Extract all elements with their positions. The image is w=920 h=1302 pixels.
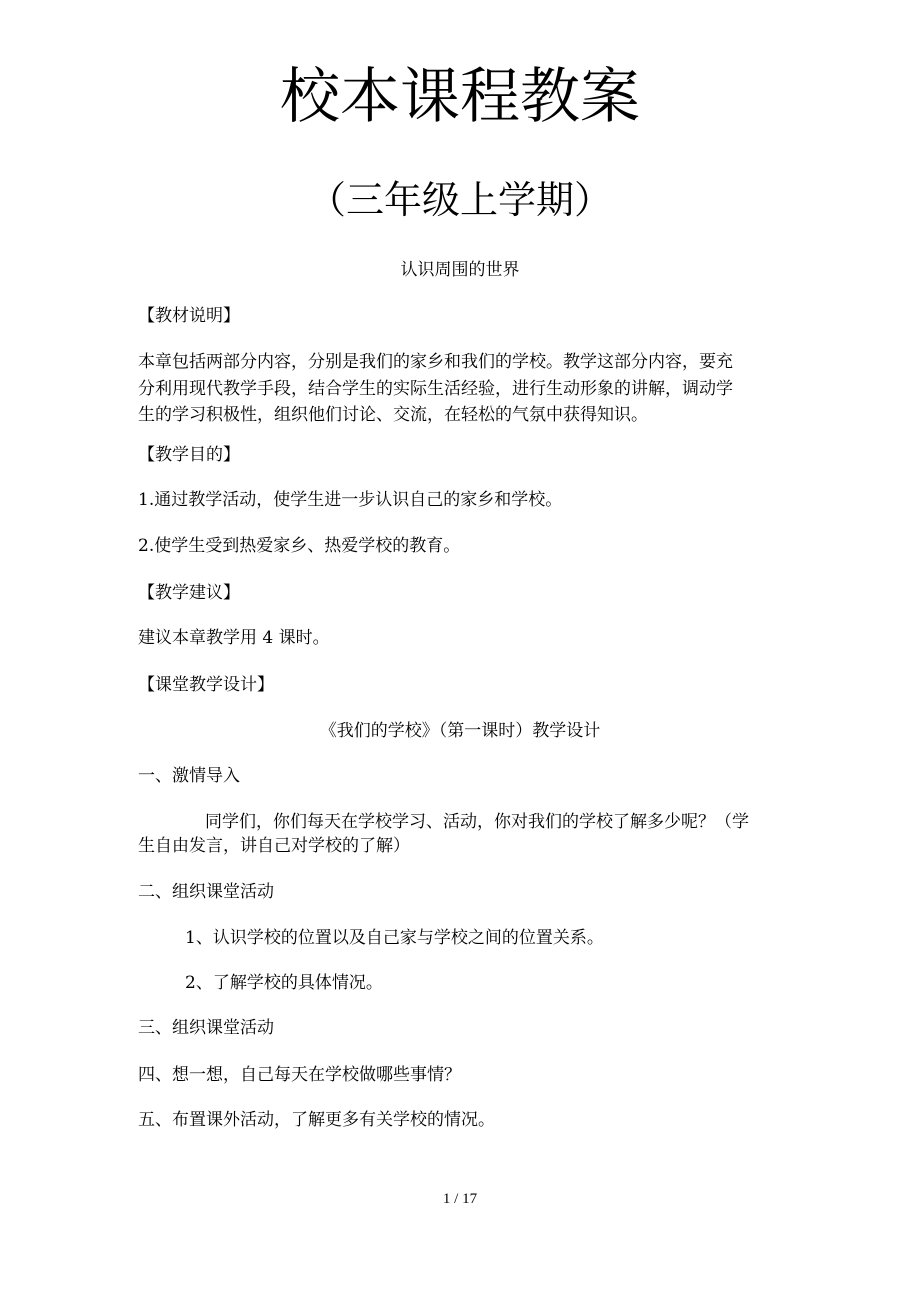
- goal-item: 2.使学生受到热爱家乡、热爱学校的教育。: [138, 536, 461, 556]
- materials-line: 本章包括两部分内容，分别是我们的家乡和我们的学校。教学这部分内容，要充: [138, 352, 733, 372]
- page-indicator: 1 / 17: [442, 1191, 478, 1207]
- materials-line: 生的学习积极性，组织他们讨论、交流，在轻松的气氛中获得知识。: [138, 405, 648, 425]
- step-1-heading: 一、激情导入: [138, 766, 240, 786]
- step-2-item: 2、了解学校的具体情况。: [185, 973, 383, 993]
- step-2-item: 1、认识学校的位置以及自己家与学校之间的位置关系。: [185, 928, 604, 948]
- document-title: 校本课程教案: [280, 62, 640, 132]
- lesson-title: 《我们的学校》（第一课时）教学设计: [319, 721, 601, 741]
- step-2-heading: 二、组织课堂活动: [138, 882, 274, 902]
- step-5-heading: 五、布置课外活动，了解更多有关学校的情况。: [138, 1110, 495, 1130]
- document-subtitle: （三年级上学期）: [307, 178, 612, 222]
- chapter-title: 认识周围的世界: [400, 260, 520, 280]
- step-3-heading: 三、组织课堂活动: [138, 1018, 274, 1038]
- goals-heading: 【教学目的】: [138, 445, 240, 465]
- step-1-text: 同学们，你们每天在学校学习、活动，你对我们的学校了解多少呢？（学: [205, 812, 749, 832]
- goal-item: 1.通过教学活动，使学生进一步认识自己的家乡和学校。: [138, 490, 563, 510]
- suggestion-heading: 【教学建议】: [138, 583, 240, 603]
- materials-heading: 【教材说明】: [138, 306, 240, 326]
- step-4-heading: 四、想一想，自己每天在学校做哪些事情？: [138, 1065, 461, 1085]
- suggestion-text: 建议本章教学用 4 课时。: [138, 628, 330, 648]
- design-heading: 【课堂教学设计】: [138, 675, 274, 695]
- materials-line: 分利用现代教学手段，结合学生的实际生活经验，进行生动形象的讲解，调动学: [138, 379, 733, 399]
- step-1-text: 生自由发言，讲自己对学校的了解）: [138, 836, 410, 856]
